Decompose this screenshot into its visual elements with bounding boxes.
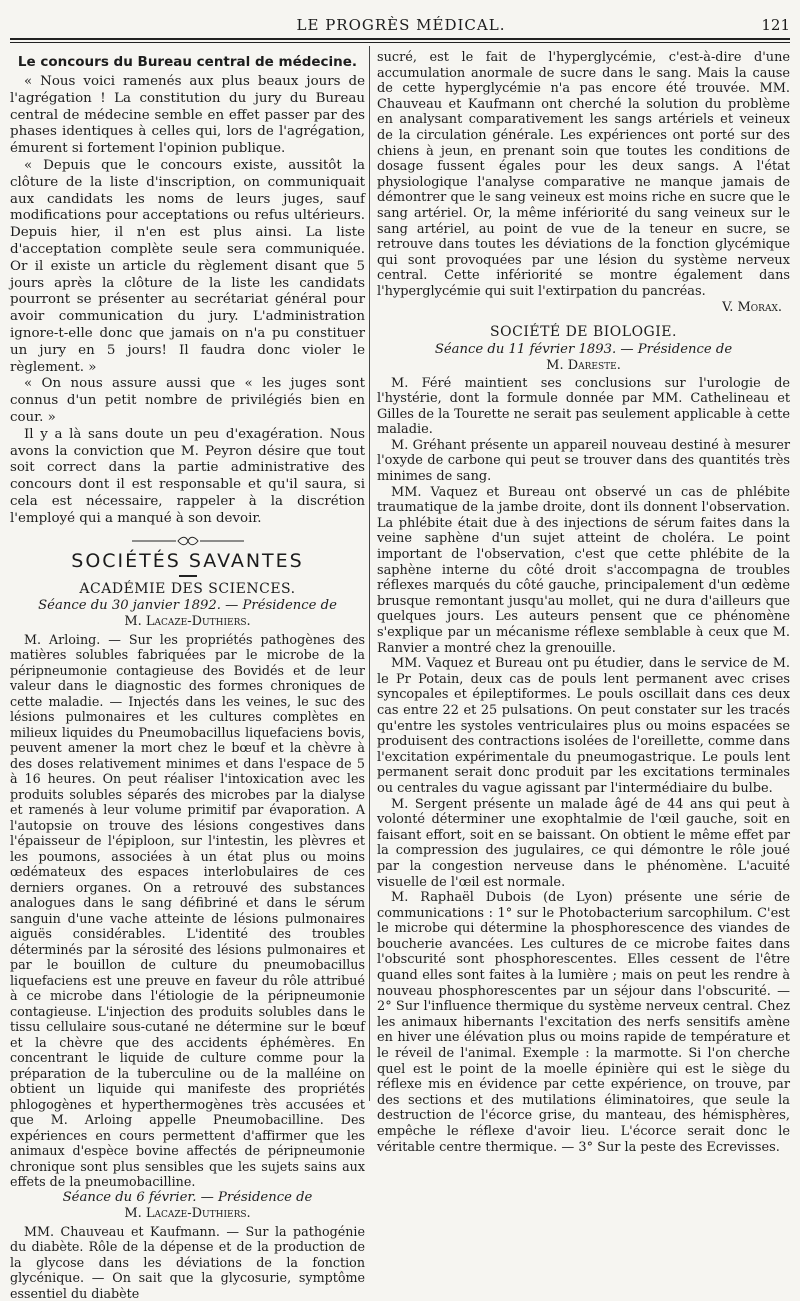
left-column [10, 50, 365, 1301]
section-title: SOCIÉTÉS SAVANTES [71, 549, 304, 572]
paragraph: MM. Vaquez et Bureau ont pu étudier, dans le service de M. le Pr Potain, deux cas de pouls lent permanent avec crises syncopales et épileptiformes. Le pouls oscillait dans ces deux cas entre 22 et 25 pulsations. On peut constater sur les tracés qu'entre les systoles ventriculaires plus ou moins espacées se produisent des contractions isolées de l'oreillette, comme dans l'excitation expérimentale du pneumogastrique. Le pouls lent permanent serait donc produit par les excitations terminales ou centrales du vague agissant par l'intermédiaire du bulbe. [377, 656, 790, 796]
article-heading: Le concours du Bureau central de médecine. [17, 54, 358, 70]
seance-line: Séance du 6 février. — Présidence de [62, 1189, 313, 1205]
paragraph: Il y a là sans doute un peu d'exagération. Nous avons la conviction que M. Peyron désire que tout soit correct dans la partie administrative des concours dont il est responsable et qu'il saura, si cela est nécessaire, rappeler à la discrétion l'employé qui a manqué à son devoir. [10, 426, 365, 526]
page-number: 121 [761, 16, 790, 34]
section-banner [10, 536, 365, 577]
paragraph: M. Arloing. — Sur les propriétés pathogènes des matières solubles fabriquées par le microbe de la péripneumonie contagieuse des Bovidés et de leur valeur dans le diagnostic des formes chroniques de cette maladie. — Injectés dans les veines, le suc des lésions pulmonaires et les cultures complètes en milieux liquides du Pneumobacillus liquefaciens bovis, peuvent amener la mort chez le bœuf et la chèvre à des doses relativement minimes et dans l'espace de 5 à 16 heures. On peut réaliser l'intoxication avec les produits solubles séparés des microbes par la dialyse et ramenés à leur volume primitif par évaporation. A l'autopsie on trouve des lésions congestives dans l'épaisseur de l'épiploon, sur l'intestin, les plèvres et les poumons, associées à un état plus ou moins œdémateux des espaces interlobulaires de ces derniers organes. On a retrouvé des substances analogues dans le sang défibriné et dans le sérum sanguin d'une vache atteinte de lésions pulmonaires aiguës considérables. L'identité des troubles déterminés par la sérosité des lésions pulmonaires et par le bouillon de culture du pneumobacillus liquefaciens est une preuve en faveur du rôle attribué à ce microbe dans l'étiologie de la péripneumonie contagieuse. L'injection des produits solubles dans le tissu cellulaire sous-cutané ne détermine sur le bœuf et la chèvre que des accidents éphémères. En concentrant le liquide de culture comme pour la préparation de la tuberculine ou de la malléine on obtient un liquide qui manifeste des propriétés phlogogènes et hyperthermogènes très accusées et que M. Arloing appelle Pneumobacilline. Des expériences en cours permettent d'affirmer que les animaux d'espèce bovine affectés de péripneumonie chronique sont plus sensibles que les sujets sains aux effets de la pneumobacilline. [10, 631, 365, 1190]
seance-line: Séance du 11 février 1893. — Présidence de [434, 341, 733, 357]
right-column [377, 50, 790, 1155]
society-heading: SOCIÉTÉ DE BIOLOGIE. [490, 323, 677, 340]
paragraph: « Nous voici ramenés aux plus beaux jours de l'agrégation ! La constitution du jury du Bureau central de médecine semble en effet passer par des phases identiques à celles qui, lors de l'agrégation, émurent si fortement l'opinion publique. [10, 74, 365, 157]
paragraph: MM. Vaquez et Bureau ont observé un cas de phlébite traumatique de la jambe droite, dont ils donnent l'observation. La phlébite était due à des injections de sérum faites dans la veine saphène d'un sujet atteint de choléra. Le point important de l'observation, c'est que cette phlébite de la saphène interne du côté droit s'accompagna de troubles réflexes marqués du côté gauche, principalement d'un œdème brusque remontant jusqu'au mollet, qui ne dura d'ailleurs que quelques jours. Les auteurs pensent que ce phénomène s'explique par un mécanisme réflexe semblable à ceux que M. Ranvier a montré chez la grenouille. [377, 484, 790, 656]
paragraph: « Depuis que le concours existe, aussitôt la clôture de la liste d'inscription, on communiquait aux candidats les noms de leurs juges, sauf modifications pour acceptations ou refus ultérieurs. Depuis hier, il n'en est plus ainsi. La liste d'acceptation complète seule sera communiquée. Or il existe un article du règlement disant que 5 jours après la clôture de la liste les candidats pourront se présenter au secrétariat général pour avoir communication du jury. L'administration ignore-t-elle donc que jamais on n'a pu constituer un jury en 5 jours! Il faudra donc violer le règlement. » [10, 157, 365, 375]
seance-president: M. Lacaze-Duthiers. [124, 1205, 251, 1221]
paragraph: M. Sergent présente un malade âgé de 44 ans qui peut à volonté déterminer une exophtalmie de l'œil gauche, soit en faisant effort, soit en se baissant. On obtient le même effet par la compression des jugulaires, ce qui démontre le rôle joué par la congestion nerveuse dans le phénomène. L'acuité visuelle de l'œil est normale. [377, 796, 790, 890]
seance-president: M. Dareste. [546, 357, 621, 373]
paragraph: « On nous assure aussi que « les juges sont connus d'un petit nombre de privilégiés bien en cour. » [10, 376, 365, 425]
page-header [12, 14, 790, 38]
column-divider [369, 46, 370, 1101]
paragraph: M. Gréhant présente un appareil nouveau destiné à mesurer l'oxyde de carbone qui peut se trouver dans des quantités très minimes de sang. [377, 437, 790, 485]
paragraph: sucré, est le fait de l'hyperglycémie, c'est-à-dire d'une accumulation anormale de sucre dans le sang. Mais la cause de cette hyperglycémie n'a pas encore été trouvée. MM. Chauveau et Kaufmann ont cherché la solution du problème en analysant comparativement les sangs artériels et veineux de la circulation générale. Les expériences ont porté sur des chiens à jeun, en prenant soin que toutes les conditions de dosage fussent égales pour les deux sangs. A l'état physiologique l'analyse comparative ne manque jamais de démontrer que le sang veineux est moins riche en sucre que le sang artériel. Or, la même infériorité du sang veineux sur le sang artériel, au point de vue de la teneur en sucre, se retrouve dans toutes les déviations de la fonction glycémique qui sont provoquées par une lésion du système nerveux central. Cette infériorité se montre également dans l'hyperglycémie qui suit l'extirpation du pancréas. [377, 50, 790, 299]
header-rule-thin [10, 42, 790, 43]
author-signature: V. Morax. [722, 299, 782, 315]
academy-heading: ACADÉMIE DES SCIENCES. [79, 580, 296, 597]
seance-president: M. Lacaze-Duthiers. [124, 613, 251, 629]
short-rule [179, 575, 197, 577]
journal-title: LE PROGRÈS MÉDICAL. [296, 16, 506, 34]
paragraph: MM. Chauveau et Kaufmann. — Sur la pathogénie du diabète. Rôle de la dépense et de la production de la glycose dans les déviations de la fonction glycénique. — On sait que la glycosurie, symptôme essentiel du diabète [10, 1223, 365, 1301]
seance-line: Séance du 30 janvier 1892. — Présidence de [38, 597, 337, 613]
ornament-icon [128, 536, 248, 546]
header-rule-thick [10, 38, 790, 40]
paragraph: M. Féré maintient ses conclusions sur l'urologie de l'hystérie, dont la formule donnée par MM. Cathelineau et Gilles de la Tourette ne serait pas seulement applicable à cette maladie. [377, 375, 790, 438]
paragraph: M. Raphaël Dubois (de Lyon) présente une série de communications : 1° sur le Photobacterium sarcophilum. C'est le microbe qui détermine la phosphorescence des viandes de boucherie avancées. Les cultures de ce microbe faites dans l'obscurité sont phosphorescentes. Elles cessent de l'être quand elles sont faites à la lumière ; mais on peut les rendre à nouveau phosphorescentes par un séjour dans l'obscurité. — 2° Sur l'influence thermique du système nerveux central. Chez les animaux hibernants l'excitation des nerfs sensitifs amène en hiver une élévation plus ou moins rapide de température et le réveil de l'animal. Exemple : la marmotte. Si l'on cherche quel est le point de la moelle épinière qui est le siège du réflexe mis en évidence par cette expérience, on trouve, par des sections et des mutilations éliminatoires, que seule la destruction de l'écorce grise, du manteau, des hémisphères, empêche le réflexe d'avoir lieu. L'écorce serait donc le véritable centre thermique. — 3° Sur la peste des Ecrevisses. [377, 890, 790, 1155]
